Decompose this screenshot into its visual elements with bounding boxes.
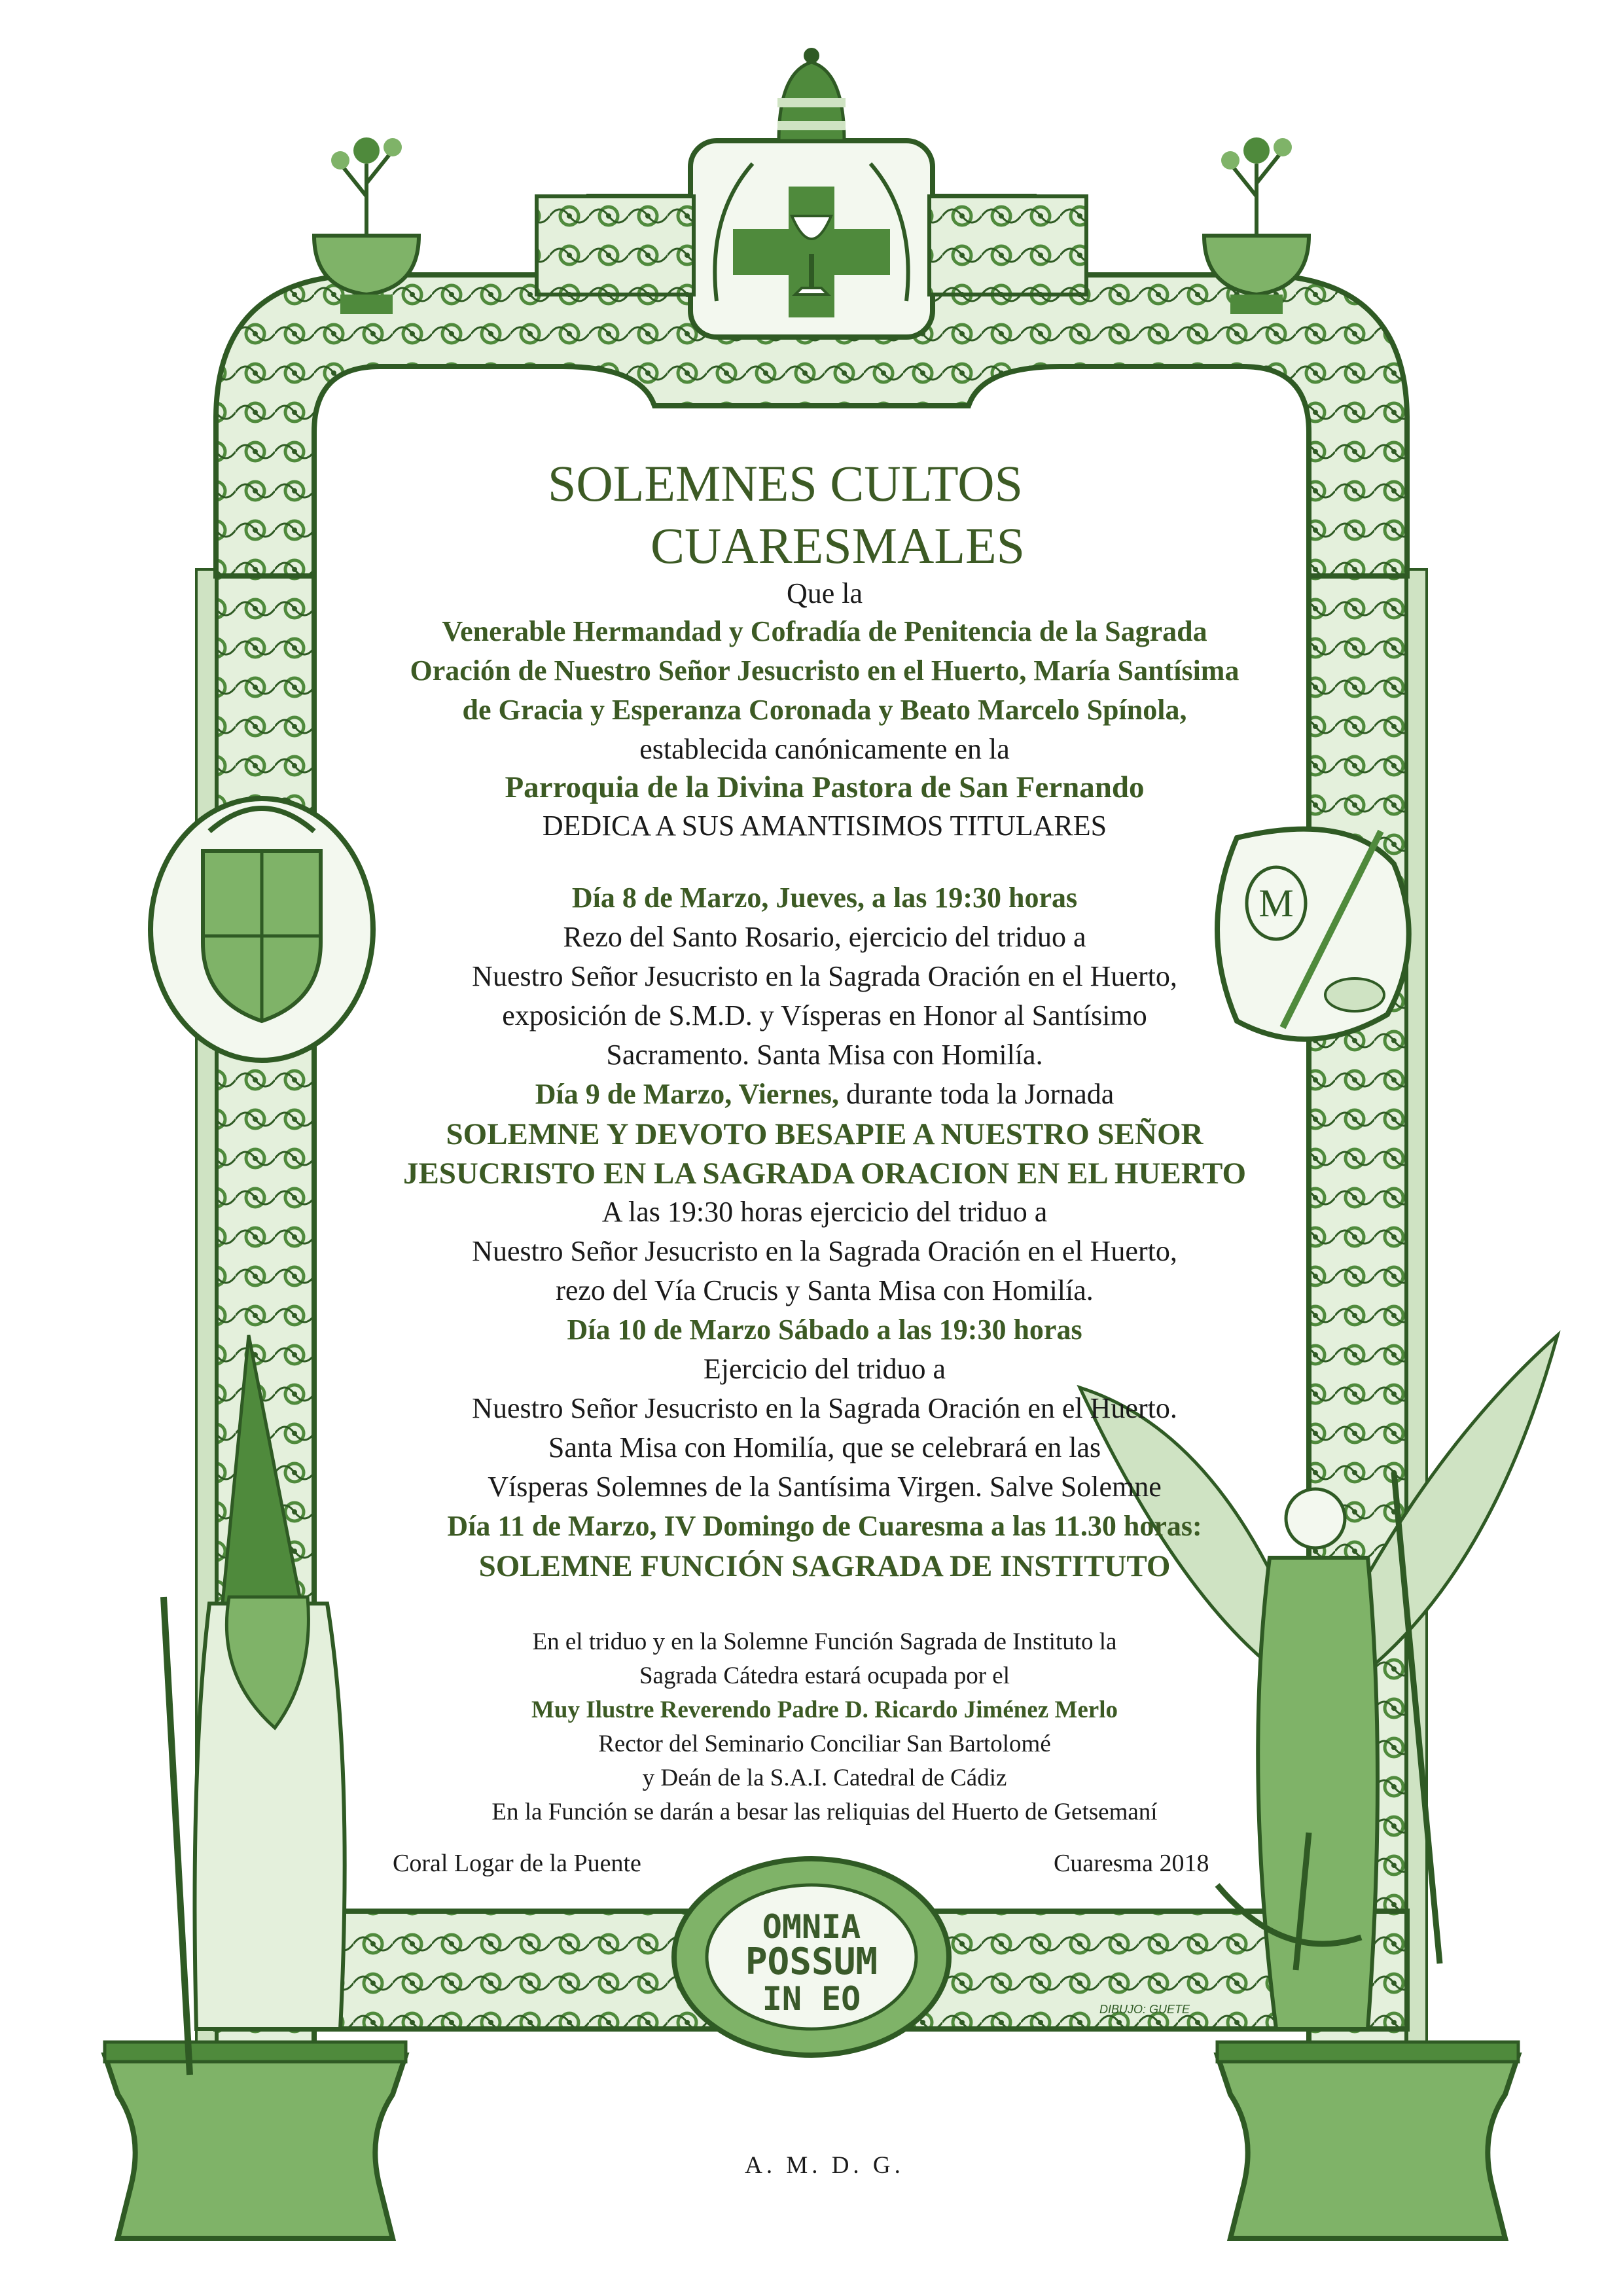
day-2-line: rezo del Vía Crucis y Santa Misa con Homilía.: [556, 1274, 1094, 1306]
besapie-line-2: JESUCRISTO EN LA SAGRADA ORACION EN EL HUERTO: [402, 1157, 1247, 1191]
amdg-footer: A. M. D. G.: [745, 2152, 904, 2179]
day-3-line: Santa Misa con Homilía, que se celebrará en las: [548, 1431, 1101, 1463]
nazarene-penitent-icon: [164, 1335, 345, 2075]
day-1-heading: Día 8 de Marzo, Jueves, a las 19:30 horas: [571, 882, 1078, 914]
artist-signature: DIBUJO: GUETE: [1099, 2003, 1190, 2016]
besapie-line-1: SOLEMNE Y DEVOTO BESAPIE A NUESTRO SEÑOR: [446, 1117, 1204, 1151]
day-2-line: Nuestro Señor Jesucristo en la Sagrada Oración en el Huerto,: [472, 1235, 1177, 1267]
day-2-line: A las 19:30 horas ejercicio del triduo a: [601, 1196, 1048, 1228]
day-3-line: Ejercicio del triduo a: [703, 1353, 946, 1385]
day-4-heading: Día 11 de Marzo, IV Domingo de Cuaresma a las 11.30 horas:: [447, 1510, 1202, 1542]
svg-text:M: M: [1258, 882, 1294, 925]
preacher-line: y Deán de la S.A.I. Catedral de Cádiz: [642, 1765, 1007, 1791]
day-1-line: Sacramento. Santa Misa con Homilía.: [606, 1039, 1043, 1071]
day-2-heading: [366, 1080, 1283, 1109]
day-1-line: Rezo del Santo Rosario, ejercicio del triduo a: [563, 921, 1086, 953]
motto-line: OMNIA: [762, 1908, 861, 1946]
preacher-line: Sagrada Cátedra estará ocupada por el: [639, 1662, 1010, 1689]
day-3-line: Nuestro Señor Jesucristo en la Sagrada Oración en el Huerto.: [472, 1392, 1177, 1424]
motto-line: IN EO: [762, 1980, 861, 2018]
day-3-line: Vísperas Solemnes de la Santísima Virgen. Salve Solemne: [488, 1471, 1162, 1503]
choir-credit: Coral Logar de la Puente: [393, 1850, 641, 1877]
preacher-line: Rector del Seminario Conciliar San Bartolomé: [598, 1731, 1051, 1757]
season-label: Cuaresma 2018: [1054, 1850, 1209, 1877]
day-1-line: Nuestro Señor Jesucristo en la Sagrada Oración en el Huerto,: [472, 960, 1177, 992]
preacher-line: En la Función se darán a besar las reliquias del Huerto de Getsemaní: [491, 1799, 1158, 1825]
day-2-date: Día 9 de Marzo, Viernes,: [535, 1078, 840, 1110]
day-2-duration: durante toda la Jornada: [839, 1078, 1115, 1110]
brotherhood-name-3: de Gracia y Esperanza Coronada y Beato Marcelo Spínola,: [462, 694, 1187, 726]
page-title-line-1: SOLEMNES CULTOS: [548, 455, 1023, 512]
established-line: establecida canónicamente en la: [639, 733, 1010, 765]
page-title-line-2: CUARESMALES: [650, 517, 1026, 574]
motto-line: POSSUM: [745, 1941, 878, 1983]
preacher-line: En el triduo y en la Solemne Función Sagrada de Instituto la: [532, 1628, 1117, 1655]
day-1-line: exposición de S.M.D. y Vísperas en Honor al Santísimo: [502, 999, 1147, 1031]
papal-tiara-icon: [777, 48, 846, 141]
intro-line: Que la: [786, 577, 863, 609]
brotherhood-name-2: Oración de Nuestro Señor Jesucristo en el Huerto, María Santísima: [410, 655, 1240, 687]
day-3-heading: Día 10 de Marzo Sábado a las 19:30 horas: [567, 1314, 1082, 1346]
brotherhood-name-1: Venerable Hermandad y Cofradía de Penitencia de la Sagrada: [442, 615, 1207, 647]
parish-name: Parroquia de la Divina Pastora de San Fernando: [505, 770, 1145, 804]
preacher-name: Muy Ilustre Reverendo Padre D. Ricardo Jiménez Merlo: [531, 1696, 1118, 1723]
dedication-line: DEDICA A SUS AMANTISIMOS TITULARES: [542, 810, 1107, 842]
coat-of-arms-icon: [151, 798, 373, 1060]
function-title: SOLEMNE FUNCIÓN SAGRADA DE INSTITUTO: [478, 1549, 1171, 1583]
